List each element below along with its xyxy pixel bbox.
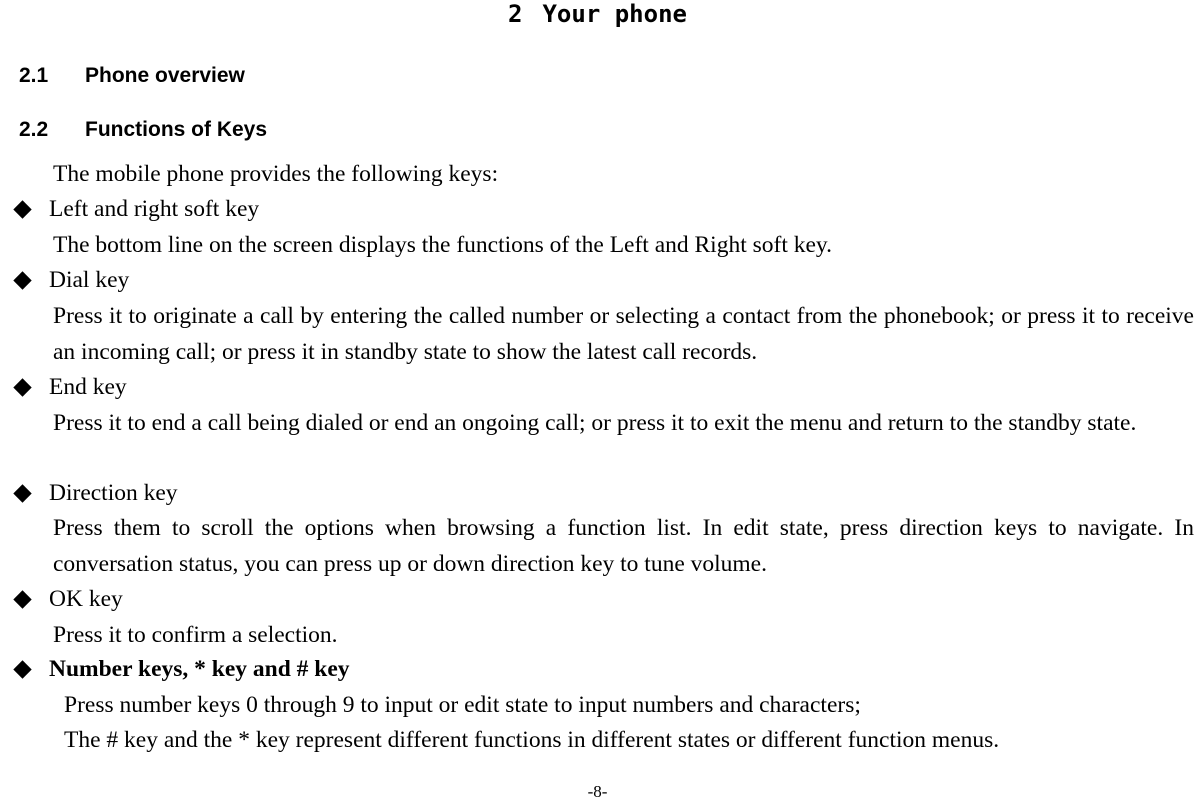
key-item-direction-key: [14, 476, 178, 511]
key-description: Press number keys 0 through 9 to input or edit state to input numbers and characters;: [64, 692, 861, 718]
section-heading-phone-overview: [19, 63, 245, 89]
key-description: Press them to scroll the options when browsing a function list. In edit state, press direction keys to navigate. In conversation status, you can press up or down direction key to tune volume.: [53, 515, 1194, 577]
key-name: Number keys, * key and # key: [49, 656, 350, 682]
section-number: 2.1: [19, 64, 49, 87]
diamond-bullet-icon: [13, 378, 31, 396]
key-name: Direction key: [49, 480, 178, 506]
key-description: The # key and the * key represent different functions in different states or different function menus.: [64, 727, 1000, 753]
key-description: Press it to end a call being dialed or end an ongoing call; or press it to exit the menu and return to the standby state.: [53, 410, 1137, 436]
chapter-number: 2: [508, 0, 523, 28]
section-title: Phone overview: [85, 64, 245, 87]
diamond-bullet-icon: [13, 484, 31, 502]
page-number: -8-: [587, 782, 608, 801]
section-number: 2.2: [19, 118, 49, 141]
key-item-soft-key: [14, 192, 259, 227]
key-name: End key: [49, 374, 127, 400]
key-item-ok-key: [14, 582, 123, 617]
chapter-title-text: Your phone: [542, 0, 687, 28]
key-item-dial-key: [14, 263, 129, 298]
key-item-number-keys: [14, 652, 350, 687]
key-item-end-key: [14, 370, 127, 405]
key-name: OK key: [49, 586, 123, 612]
key-description: The bottom line on the screen displays the functions of the Left and Right soft key.: [53, 232, 833, 258]
diamond-bullet-icon: [13, 660, 31, 678]
section-heading-functions-of-keys: [19, 117, 267, 143]
intro-text: The mobile phone provides the following keys:: [53, 161, 499, 187]
diamond-bullet-icon: [13, 271, 31, 289]
section-title: Functions of Keys: [85, 118, 268, 141]
key-description: Press it to confirm a selection.: [53, 622, 338, 648]
diamond-bullet-icon: [13, 200, 31, 218]
chapter-title: [0, 0, 1195, 28]
diamond-bullet-icon: [13, 590, 31, 608]
key-name: Left and right soft key: [49, 196, 260, 222]
key-name: Dial key: [49, 267, 130, 293]
key-description: Press it to originate a call by entering the called number or selecting a contact from the phonebook; or press it to receive an incoming call; or press it in standby state to show the latest call records.: [53, 303, 1194, 365]
